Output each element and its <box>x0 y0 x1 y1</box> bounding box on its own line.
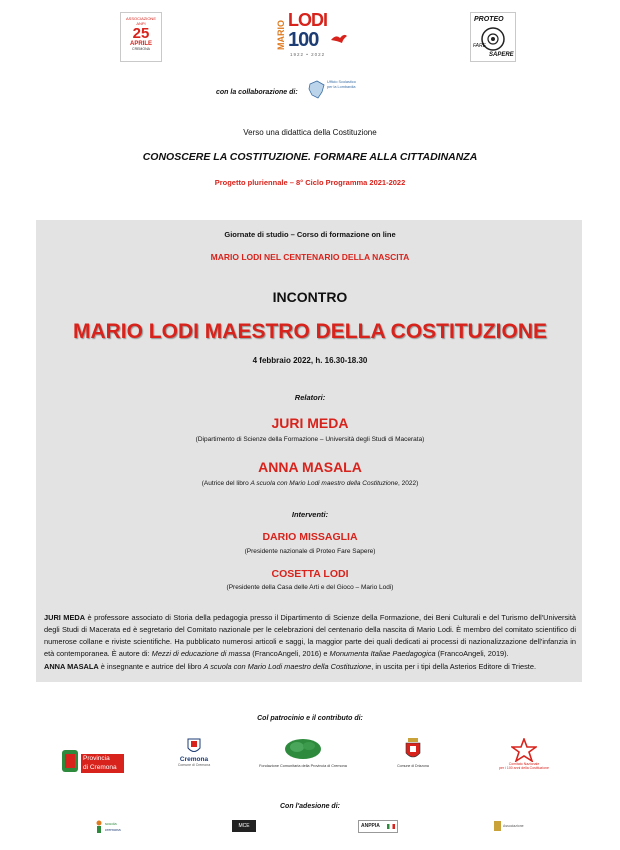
bio-text: (FrancoAngeli, 2019). <box>435 649 509 658</box>
anpi-logo <box>120 12 162 62</box>
fondazione-comunitaria-logo <box>248 738 358 778</box>
adhesion-line1: scuola <box>105 821 117 826</box>
fondazione-line1: Fondazione Comunitaria della Provincia di Cremona <box>259 764 347 768</box>
adhesion-line2: cremona <box>105 827 121 832</box>
usr-lombardia-logo <box>308 74 358 108</box>
star-icon <box>511 738 537 762</box>
comune-stemma-logo <box>396 738 430 782</box>
bio-meda <box>44 612 576 660</box>
event-date: 4 febbraio 2022, h. 16.30-18.30 <box>252 356 368 365</box>
anpi-line4: CREMONA <box>132 47 150 51</box>
role-text: (Autrice del libro <box>201 480 251 487</box>
bio-text: è professore associato di Storia della pedagogia presso il Dipartimento di Scienze della Formazione, dei Beni Culturali e del Turismo dell'Università degli Studi di Macerata ed è segretario del Comitato nazionale per le celebrazioni del centenario della nascita di Mario Lodi. È membro del comitato scientifico di numerose collane e riviste scientifiche. Ha pubblicato numerosi articoli e saggi, la maggior parte dei quali dedicati ai processi di nazionalizzazione dell'infanzia in età contemporanea. È autore di: <box>44 613 576 658</box>
intervenor-name: DARIO MISSAGLIA <box>262 531 358 543</box>
municipal-crest-icon <box>404 738 422 762</box>
tree-icon <box>283 738 323 760</box>
proteo-line1: PROTEO <box>474 16 504 23</box>
event-subtitle: MARIO LODI NEL CENTENARIO DELLA NASCITA <box>210 252 410 262</box>
emblem-icon <box>494 821 501 831</box>
comune-cremona-logo <box>172 738 216 780</box>
speaker-role: (Dipartimento di Scienze della Formazione – Università degli Studi di Macerata) <box>195 436 425 443</box>
bio-text: è insegnante e autrice del libro <box>98 662 204 671</box>
intervenor-role: (Presidente nazionale di Proteo Fare Sapere) <box>244 548 376 555</box>
provincia-line2: di Cremona <box>83 764 117 771</box>
cremona-crest-icon <box>187 738 201 756</box>
project-cycle: Progetto pluriennale – 8° Ciclo Programma 2021-2022 <box>214 178 406 187</box>
comune-line1: Comune di Drizzona <box>397 764 429 768</box>
provincia-cremona-logo <box>58 740 124 780</box>
speaker-name: JURI MEDA <box>271 415 349 431</box>
bio-name: JURI MEDA <box>44 613 86 622</box>
usr-logo-text: Ufficio Scolastico per la Lombardia <box>327 80 356 89</box>
book-title: A scuola con Mario Lodi maestro della Costituzione <box>250 480 399 487</box>
main-project-title: CONOSCERE LA COSTITUZIONE. FORMARE ALLA CITTADINANZA <box>142 151 478 163</box>
mario-lodi-100-logo <box>274 10 352 62</box>
book-title: Monumenta Italiae Paedagogica <box>329 649 436 658</box>
provincia-crest-icon <box>60 748 80 778</box>
provincia-label-box <box>81 754 124 773</box>
intervenor-role: (Presidente della Casa delle Arti e del Gioco – Mario Lodi) <box>226 584 394 591</box>
event-title: MARIO LODI MAESTRO DELLA COSTITUZIONE <box>72 320 548 343</box>
adhesion-logo <box>358 820 398 833</box>
comitato-line2: per i 100 anni della Costituzione <box>499 766 549 770</box>
book-title: A scuola con Mario Lodi maestro della Costituzione <box>203 662 372 671</box>
speaker-role <box>0 480 620 487</box>
adhesion-line1: ANPPIA <box>361 823 380 829</box>
relatori-label: Relatori: <box>294 393 326 402</box>
event-kind: INCONTRO <box>272 289 348 305</box>
book-title: Mezzi di educazione di massa <box>151 649 251 658</box>
lodi-word-mario: MARIO <box>276 20 286 50</box>
adhesion-logo <box>494 818 530 836</box>
adhesion-logo <box>94 818 128 836</box>
proteo-fare-sapere-logo <box>470 12 516 62</box>
flag-stripe <box>387 824 395 829</box>
interventi-label: Interventi: <box>291 510 329 519</box>
bio-masala <box>44 661 576 673</box>
adhesion-label: Con l'adesione di: <box>279 803 340 810</box>
bird-icon <box>330 32 348 46</box>
event-type: Giornate di studio – Corso di formazione on line <box>224 230 396 239</box>
lombardia-map-icon <box>308 80 326 100</box>
collaboration-label: con la collaborazione di: <box>216 89 298 96</box>
anpi-line2: ANPI <box>136 21 146 26</box>
comitato-line1: Comitato Nazionale <box>508 762 540 766</box>
lodi-word-lodi: LODI <box>288 10 327 30</box>
anpi-line1: ASSOCIAZIONE <box>125 16 156 21</box>
comitato-nazionale-logo <box>488 738 560 780</box>
anpi-line3: APRILE <box>129 41 152 47</box>
patronage-label: Col patrocinio e il contributo di: <box>257 715 363 722</box>
lodi-number: 100 <box>288 29 319 51</box>
figure-icon <box>94 820 104 834</box>
provincia-line1: Provincia <box>83 755 110 762</box>
adhesion-logo <box>232 820 256 832</box>
cremona-line1: Cremona <box>179 756 209 763</box>
anpi-number: 25 <box>132 25 150 42</box>
intro-line: Verso una didattica della Costituzione <box>243 128 377 137</box>
bio-name: ANNA MASALA <box>44 662 99 671</box>
proteo-line2: FARE <box>473 43 486 49</box>
lodi-years: 1922 • 2022 <box>290 52 326 57</box>
cremona-line2: Comune di Cremona <box>177 763 211 767</box>
proteo-line3: SAPERE <box>489 52 514 58</box>
adhesion-line1: Associazione <box>503 824 524 828</box>
role-text: , 2022) <box>398 480 419 487</box>
speaker-name: ANNA MASALA <box>258 459 362 475</box>
adhesion-line1: MCE <box>238 823 250 829</box>
bio-text: , in uscita per i tipi della Asterios Editore di Trieste. <box>371 662 537 671</box>
intervenor-name: COSETTA LODI <box>271 568 349 580</box>
bio-text: (FrancoAngeli, 2016) e <box>250 649 330 658</box>
